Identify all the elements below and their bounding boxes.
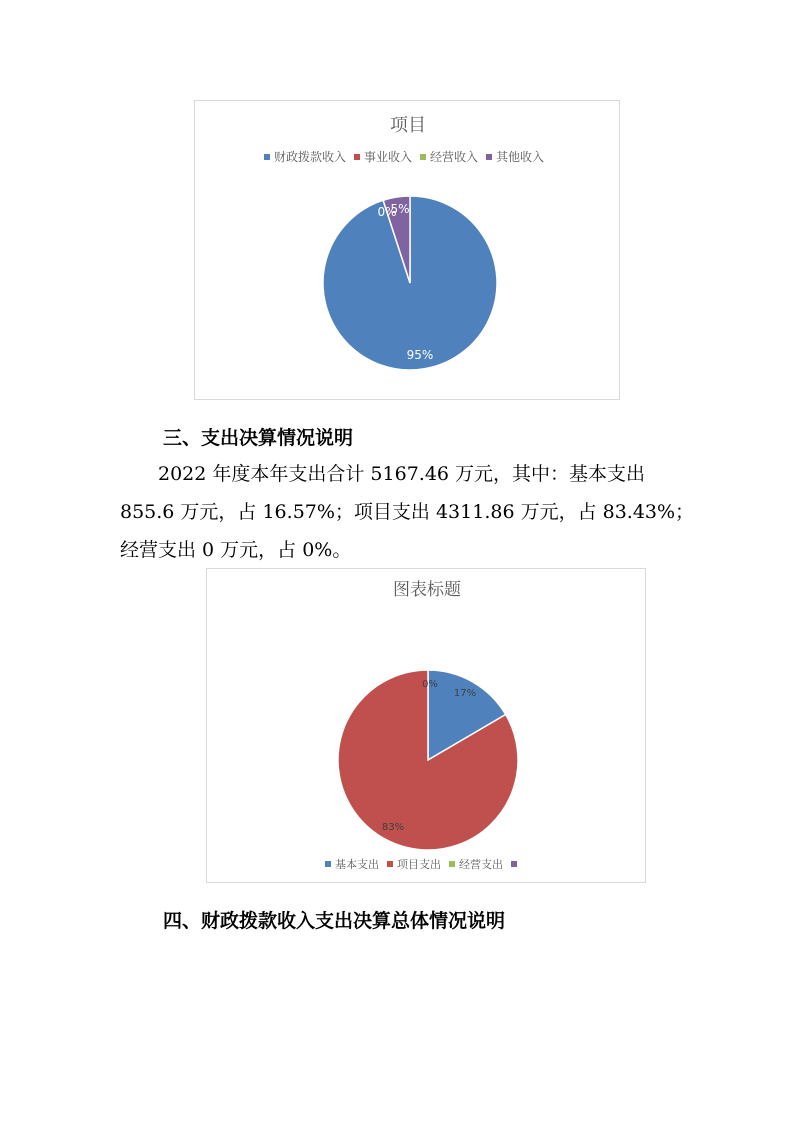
legend-label-1: 基本支出 bbox=[335, 858, 379, 871]
legend-swatch-1 bbox=[264, 154, 270, 160]
data-label-1: 17% bbox=[453, 688, 477, 699]
data-label-4: 5% bbox=[390, 202, 410, 216]
paragraph-line-3: 经营支出 0 万元，占 0%。 bbox=[120, 539, 352, 561]
paragraph-line-1-text: 2022 年度本年支出合计 5167.46 万元，其中：基本支出 bbox=[158, 463, 646, 485]
paragraph-line-2: 855.6 万元，占 16.57%；项目支出 4311.86 万元，占 83.43%； bbox=[120, 501, 695, 523]
legend-label-1: 财政拨款收入 bbox=[274, 150, 347, 164]
expense-pie-svg bbox=[207, 569, 647, 884]
legend-label-3: 经营收入 bbox=[430, 150, 479, 164]
data-label-3: 0% bbox=[422, 679, 438, 690]
legend-swatch-2 bbox=[354, 154, 360, 160]
chart-title: 图表标题 bbox=[393, 580, 461, 600]
expense-pie-chart bbox=[206, 568, 646, 883]
income-pie-svg bbox=[195, 101, 621, 401]
section3-paragraph bbox=[120, 455, 695, 569]
chart-title: 项目 bbox=[390, 115, 426, 136]
legend-label-4: 其他收入 bbox=[496, 150, 545, 164]
section4-heading: 四、财政拨款收入支出决算总体情况说明 bbox=[163, 910, 506, 932]
legend-label-2: 项目支出 bbox=[397, 858, 441, 871]
legend-swatch-3 bbox=[449, 861, 455, 867]
legend-swatch-3 bbox=[420, 154, 426, 160]
paragraph-line-1 bbox=[120, 455, 680, 493]
income-pie-chart bbox=[194, 100, 620, 400]
legend-swatch-4 bbox=[486, 154, 492, 160]
data-label-2: 83% bbox=[381, 822, 405, 833]
legend-label-3: 经营支出 bbox=[459, 858, 503, 871]
legend-swatch-1 bbox=[325, 861, 331, 867]
legend-swatch-2 bbox=[387, 861, 393, 867]
data-label-1: 95% bbox=[406, 348, 434, 362]
legend-label-2: 事业收入 bbox=[364, 150, 413, 164]
section3-heading: 三、支出决算情况说明 bbox=[163, 427, 354, 449]
legend-swatch-4 bbox=[511, 861, 517, 867]
data-label-2: 0% bbox=[377, 205, 397, 219]
